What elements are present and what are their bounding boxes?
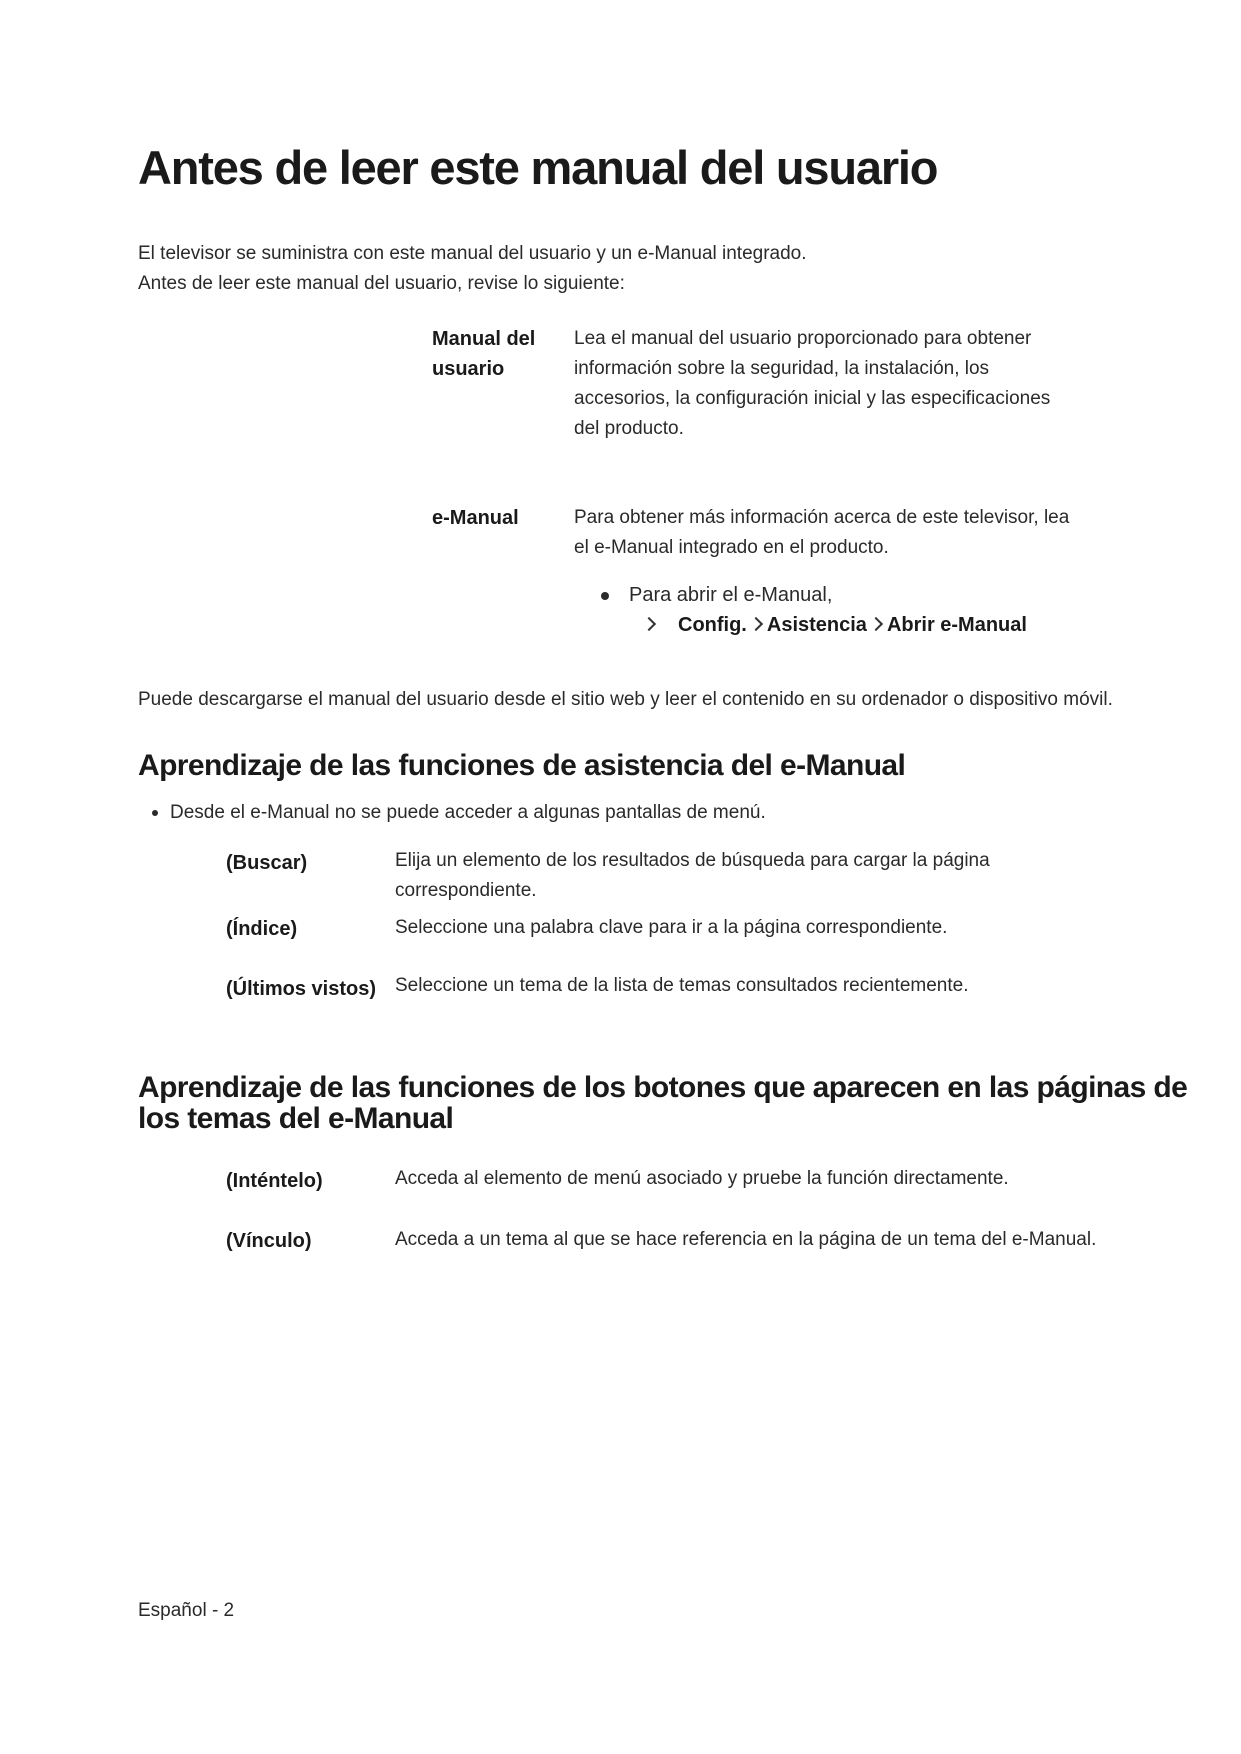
chevron-right-icon — [749, 617, 763, 631]
bullet-icon — [152, 810, 158, 816]
chevron-right-icon — [869, 617, 883, 631]
button-desc-vinculo: Acceda a un tema al que se hace referencia en la página de un tema del e-Manual. — [395, 1229, 1097, 1250]
button-desc-intentelo: Acceda al elemento de menú asociado y pruebe la función directamente. — [395, 1168, 1009, 1189]
function-desc-ultimos-vistos: Seleccione un tema de la lista de temas consultados recientemente. — [395, 975, 969, 996]
path-step-config: Config. — [678, 614, 747, 636]
emanual-bullet-text: Para abrir el e-Manual, — [629, 584, 833, 606]
emanual-description: Para obtener más información acerca de este televisor, lea el e-Manual integrado en el producto. — [574, 507, 1070, 558]
manual-term-line-2: usuario — [432, 358, 505, 380]
button-term-vinculo: (Vínculo) — [226, 1230, 312, 1252]
button-term-intentelo: (Inténtelo) — [226, 1170, 323, 1192]
manual-description: Lea el manual del usuario proporcionado para obtener información sobre la seguridad, la instalación, los accesorios, la configuración inicial y las especificaciones del producto. — [574, 328, 1051, 439]
intro-text — [138, 239, 807, 299]
intro-line-2: Antes de leer este manual del usuario, revise lo siguiente: — [138, 273, 625, 294]
emanual-term: e-Manual — [432, 507, 519, 529]
path-step-asistencia: Asistencia — [766, 614, 867, 636]
section-heading-assistance: Aprendizaje de las funciones de asistencia del e-Manual — [138, 749, 906, 782]
download-note: Puede descargarse el manual del usuario desde el sitio web y leer el contenido en su ordenador o dispositivo móvil. — [138, 689, 1113, 710]
section2-heading-line-1: Aprendizaje de las funciones de los botones que aparecen en las páginas de — [138, 1071, 1188, 1104]
bullet-icon — [601, 592, 609, 600]
chevron-right-icon — [642, 617, 656, 631]
function-term-buscar: (Buscar) — [226, 852, 308, 874]
function-term-ultimos-vistos: (Últimos vistos) — [226, 978, 377, 1000]
page-number: Español - 2 — [138, 1600, 235, 1621]
function-desc-buscar: Elija un elemento de los resultados de búsqueda para cargar la página correspondiente. — [395, 850, 990, 901]
function-term-indice: (Índice) — [226, 918, 298, 940]
page-title: Antes de leer este manual del usuario — [138, 141, 938, 194]
emanual-menu-path — [640, 610, 1027, 641]
section2-heading-line-2: los temas del e-Manual — [138, 1102, 454, 1135]
intro-line-1: El televisor se suministra con este manual del usuario y un e-Manual integrado. — [138, 243, 807, 264]
section1-bullet — [152, 798, 766, 828]
function-desc-indice: Seleccione una palabra clave para ir a la página correspondiente. — [395, 917, 948, 938]
path-step-abrir-emanual: Abrir e-Manual — [886, 614, 1027, 636]
section1-bullet-text: Desde el e-Manual no se puede acceder a algunas pantallas de menú. — [170, 802, 766, 823]
manual-term — [432, 324, 535, 384]
emanual-bullet — [601, 580, 832, 610]
manual-term-line-1: Manual del — [432, 328, 536, 350]
section-heading-buttons — [138, 1072, 1187, 1134]
